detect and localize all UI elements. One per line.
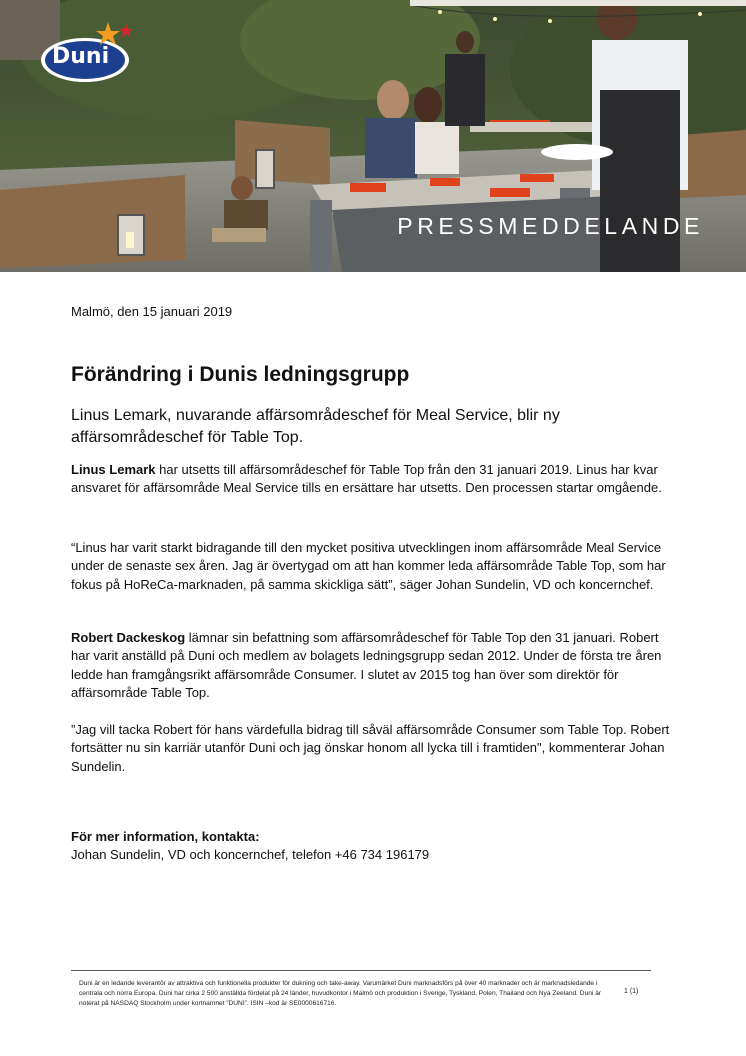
body-paragraph-4	[71, 721, 671, 776]
lead-paragraph: Linus Lemark, nuvarande affärsområdeschef för Meal Service, blir ny affärsområdeschef för Table Top.	[71, 407, 560, 446]
paragraph-text: har utsetts till affärsområdeschef för Table Top från den 31 januari 2019. Linus har kvar ansvaret för affärsområde Meal Service tills en ersättare har utsetts. Den processen startar omgående.	[71, 462, 662, 496]
paragraph-text: lämnar sin befattning som affärsområdeschef för Table Top den 31 januari. Robert har varit anställd på Duni och medlem av bolagets ledningsgrupp sedan 2012. Under de första tre åren ledde han framgångsrikt affärsområde Consumer. I slutet av 2015 tog han över som direktör för affärsområde Table Top.	[71, 630, 662, 700]
header-banner	[0, 0, 746, 272]
paragraph-text: ”Jag vill tacka Robert för hans värdefulla bidrag till såväl affärsområde Consumer som Table Top. Robert fortsätter nu sin karriär utanför Duni och jag önskar honom all lycka till i framtiden", kommenterar Johan Sundelin.	[71, 722, 670, 774]
person-name-robert: Robert Dackeskog	[71, 630, 186, 645]
page-number: 1 (1)	[624, 988, 639, 995]
body-paragraph-2	[71, 539, 671, 594]
person-name-linus: Linus Lemark	[71, 462, 156, 477]
body-paragraph-3	[71, 629, 671, 702]
body-paragraph-1	[71, 461, 671, 498]
footer-boilerplate: Duni är en ledande leverantör av attraktiva och funktionella produkter för dukning och take-away. Varumärket Duni marknadsförs på över 40 marknader och är marknadsledande i centrala och norra Europa. Duni har cirka 2 500 anställda fördelat på 24 länder, huvudkontor i Malmö och produktion i Sverige, Tyskland, Polen, Thailand och Nya Zeeland. Duni är noterat på NASDAQ Stockholm under kortnamnet ”DUNI”. ISIN –kod är SE0000616716.	[79, 980, 602, 1007]
dateline: Malmö, den 15 januari 2019	[71, 304, 233, 319]
contact-line: Johan Sundelin, VD och koncernchef, telefon +46 734 196179	[71, 847, 430, 862]
contact-label: För mer information, kontakta:	[71, 829, 260, 844]
contact-block	[71, 828, 671, 864]
logo-text: Duni	[52, 44, 110, 69]
paragraph-text: “Linus har varit starkt bidragande till den mycket positiva utvecklingen inom affärsområde Meal Service under de senaste sex åren. Jag är övertygad om att han kommer leda affärsområde Table Top, som har fokus på HoReCa-marknaden, på samma skickliga sätt”, säger Johan Sundelin, VD och koncernchef.	[71, 540, 666, 592]
headline: Förändring i Dunis ledningsgrupp	[71, 363, 410, 386]
press-release-label: PRESSMEDDELANDE	[397, 213, 704, 239]
footer-divider	[71, 970, 651, 971]
